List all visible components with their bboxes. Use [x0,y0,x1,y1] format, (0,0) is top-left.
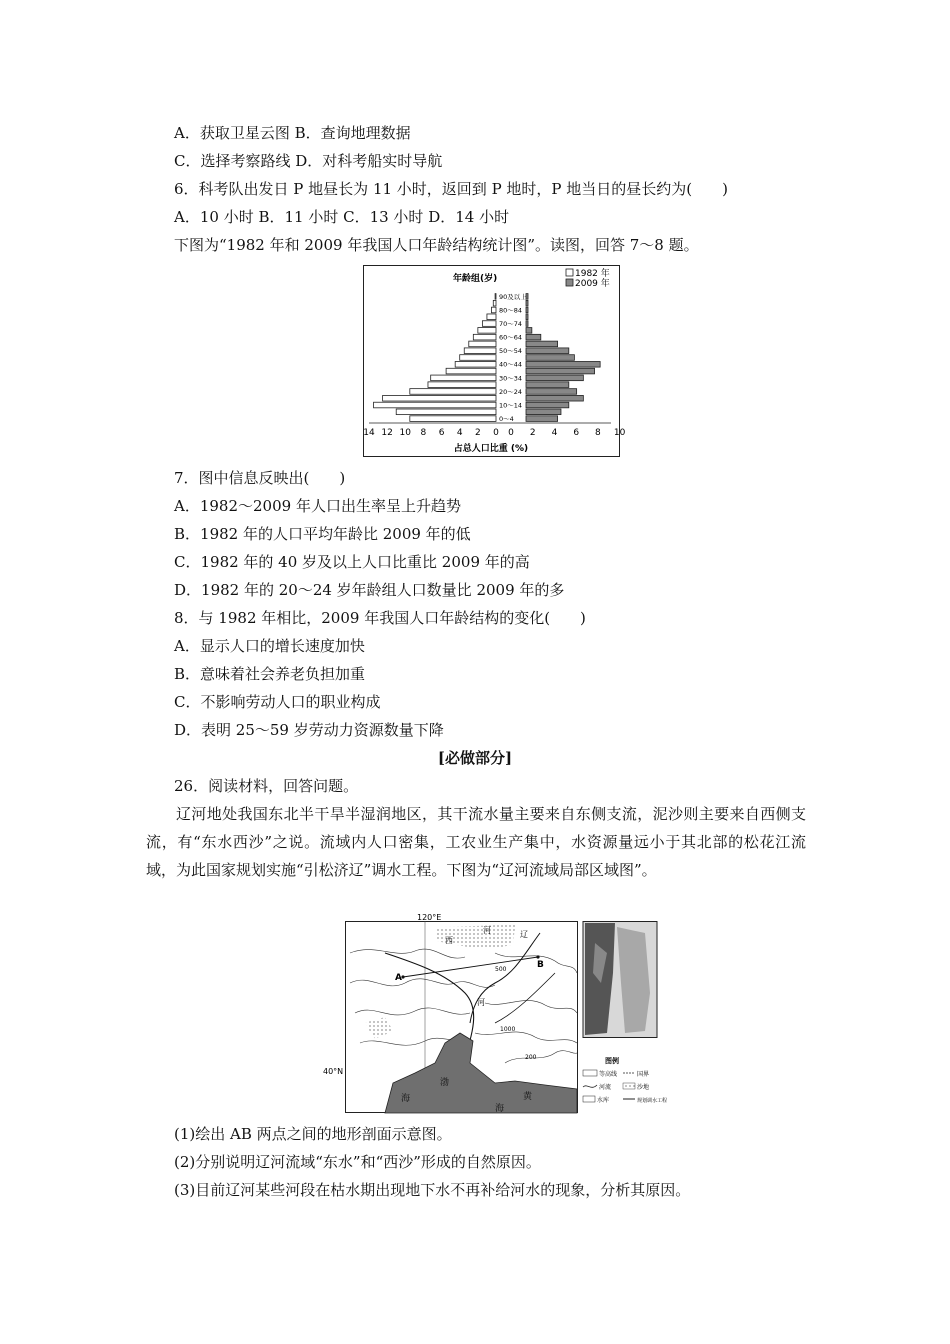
legend-sand-label: 沙地 [637,1084,650,1091]
intro-7-8: 下图为“1982 年和 2009 年我国人口年龄结构统计图”。读图，回答 7～8 题。 [174,236,699,254]
legend-label-1982: 1982 年 [575,269,610,279]
bar-1982-70～74 [482,321,496,327]
map-label-he-2: 河 [477,998,485,1007]
bar-1982-60～64 [473,334,496,340]
q7-option-c: C．1982 年的 40 岁及以上人口比重比 2009 年的高 [174,553,530,571]
category-label: 60～64 [499,333,523,342]
bar-2009-25～29 [526,382,569,388]
category-label: 80～84 [499,306,523,315]
bar-2009-70～74 [526,321,528,327]
x-tick-left: 6 [438,428,445,438]
bar-1982-45～49 [460,355,496,361]
bar-1982-35～39 [446,368,496,374]
bar-2009-0～4 [526,416,558,422]
q26-stem: 26．阅读材料，回答问题。 [174,777,359,795]
legend-reservoir-label: 水库 [597,1097,610,1104]
sea-label-huang: 黄 [523,1092,533,1102]
bar-1982-25～29 [428,382,496,388]
point-a-label: A [395,973,402,983]
y-axis-label: 年龄组(岁) [453,274,498,284]
bar-2009-20～24 [526,389,577,395]
legend-contour-label: 等高线 [599,1071,618,1078]
q5-options-ab: A．获取卫星云图 B．查询地理数据 [174,124,411,142]
x-tick-right: 10 [613,428,626,438]
contour-label-1000: 1000 [500,1026,516,1033]
legend-reservoir-symbol [583,1096,595,1102]
map-label-he-1: 河 [483,926,491,935]
x-tick-left: 0 [493,428,499,438]
bar-2009-45～49 [526,355,574,361]
bar-1982-20～24 [410,389,496,395]
longitude-label: 120°E [417,913,442,922]
legend-swatch-2009 [566,279,573,286]
bar-1982-75～79 [487,314,496,320]
bar-2009-15～19 [526,395,583,401]
category-label: 70～74 [499,319,523,328]
q7-stem: 7．图中信息反映出( ) [174,469,346,487]
x-tick-right: 8 [595,428,601,438]
q8-option-d: D．表明 25～59 岁劳动力资源数量下降 [174,721,444,739]
bar-1982-40～44 [455,361,496,367]
x-tick-right: 0 [508,428,514,438]
bar-2009-60～64 [526,334,541,340]
x-tick-left: 10 [399,428,412,438]
bar-1982-90及以上 [495,294,496,300]
map-label-liao: 辽 [520,930,528,939]
q26-sub1: (1)绘出 AB 两点之间的地形剖面示意图。 [174,1125,452,1143]
bar-2009-5～9 [526,409,561,415]
q6-options: A．10 小时 B．11 小时 C．13 小时 D．14 小时 [174,208,510,226]
category-label: 50～54 [499,347,523,356]
contour-label-200: 200 [525,1054,537,1061]
bar-1982-30～34 [431,375,496,381]
bar-2009-85～89 [526,300,528,306]
x-tick-left: 8 [420,428,427,438]
legend-label-2009: 2009 年 [575,279,610,289]
legend-project-label: 规划调水工程 [637,1098,668,1104]
legend-river-label: 河流 [599,1084,612,1091]
category-label: 10～14 [499,401,523,410]
bar-1982-55～59 [469,341,496,347]
bar-1982-50～54 [464,348,496,354]
q8-option-b: B．意味着社会养老负担加重 [174,665,366,683]
bar-2009-75～79 [526,314,528,320]
q26-material: 辽河地处我国东北半干旱半湿润地区，其干流水量主要来自东侧支流，泥沙则主要来自西侧支流，有“东水西沙”之说。流域内人口密集，工农业生产集中，水资源量远小于其北部的松花江流域，为此国家规划实施“引松济辽”调水工程。下图为“辽河流域局部区域图”。 [146,805,806,879]
q8-stem: 8．与 1982 年相比，2009 年我国人口年龄结构的变化( ) [174,609,586,627]
bar-2009-10～14 [526,402,569,408]
map-legend-title: 图例 [605,1057,619,1065]
x-tick-right: 6 [573,428,580,438]
q26-sub3: (3)目前辽河某些河段在枯水期出现地下水不再补给河水的现象，分析其原因。 [174,1181,691,1199]
q7-option-b: B．1982 年的人口平均年龄比 2009 年的低 [174,525,471,543]
bar-2009-80～84 [526,307,528,313]
sea-label-bo: 渤 [440,1078,450,1088]
q26-sub2: (2)分别说明辽河流域“东水”和“西沙”形成的自然原因。 [174,1153,541,1171]
bar-1982-85～89 [493,300,496,306]
bar-2009-35～39 [526,368,595,374]
map-label-xi: 西 [445,936,453,945]
x-tick-right: 4 [551,428,558,438]
category-label: 0～4 [499,415,514,423]
bar-2009-30～34 [526,375,583,381]
sea-label-hai-2: 海 [495,1104,505,1114]
bar-1982-65～69 [478,328,496,334]
sea-label-hai-1: 海 [401,1094,411,1104]
bar-2009-40～44 [526,361,600,367]
bar-1982-10～14 [374,402,496,408]
liao-river-map [323,913,668,1114]
population-pyramid-chart [363,265,626,457]
bar-2009-50～54 [526,348,569,354]
category-label: 30～34 [499,374,523,383]
latitude-label: 40°N [323,1067,344,1076]
contour-label-500: 500 [495,966,507,973]
bar-2009-55～59 [526,341,558,347]
bar-1982-80～84 [491,307,496,313]
bar-2009-65～69 [526,328,532,334]
section-heading: [必做部分] [437,749,513,767]
legend-river-symbol [583,1085,597,1087]
q6-stem: 6．科考队出发日 P 地昼长为 11 小时，返回到 P 地时，P 地当日的昼长约为( ) [174,180,728,198]
bar-1982-15～19 [383,395,496,401]
legend-contour-symbol [583,1070,597,1076]
x-tick-left: 12 [381,428,393,438]
bar-1982-5～9 [396,409,496,415]
legend-sand-symbol [623,1083,635,1089]
x-tick-right: 2 [529,428,536,438]
x-tick-left: 14 [363,428,375,438]
bar-1982-0～4 [410,416,496,422]
q7-option-d: D．1982 年的 20～24 岁年龄组人口数量比 2009 年的多 [174,581,565,599]
x-axis-label: 占总人口比重 (%) [453,444,529,454]
x-tick-left: 4 [456,428,463,438]
point-b-marker [536,955,539,958]
q7-option-a: A．1982～2009 年人口出生率呈上升趋势 [174,497,461,515]
legend-swatch-1982 [566,269,573,276]
point-b-label: B [537,960,544,970]
q8-option-a: A．显示人口的增长速度加快 [174,637,365,655]
category-label: 20～24 [499,387,523,396]
legend-border-label: 国界 [637,1071,650,1078]
q5-options-cd: C．选择考察路线 D．对科考船实时导航 [174,152,443,170]
q8-option-c: C．不影响劳动人口的职业构成 [174,693,381,711]
category-label: 90及以上 [499,292,527,301]
x-tick-left: 2 [474,428,481,438]
category-label: 40～44 [499,360,523,369]
